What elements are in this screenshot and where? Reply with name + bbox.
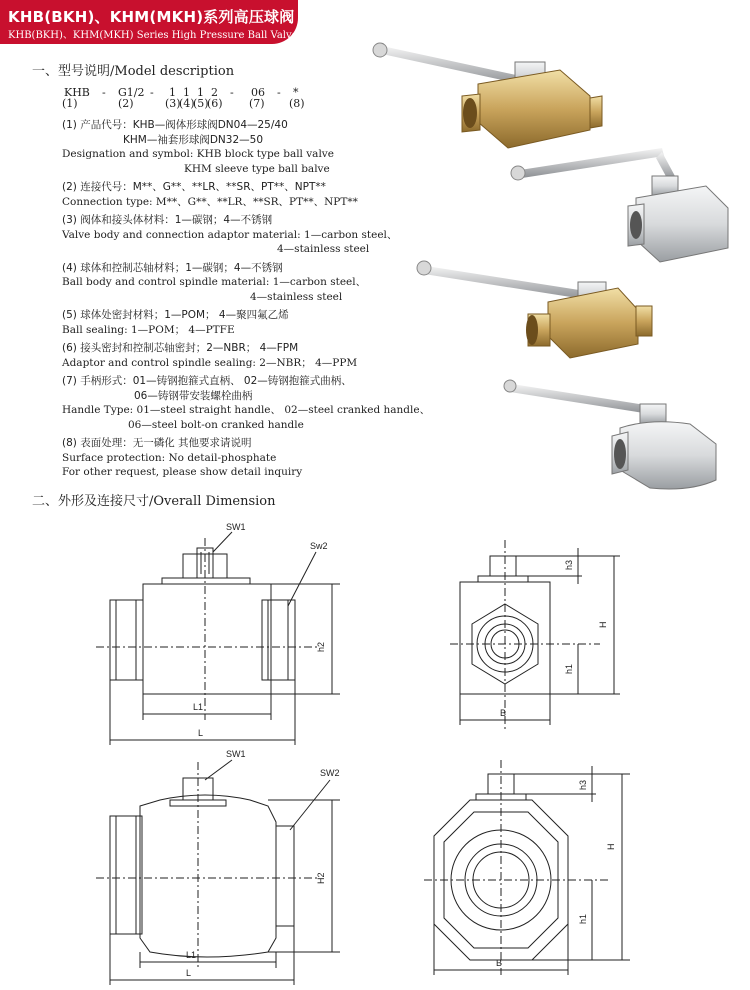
product-photo-brass-adaptor-valve	[417, 261, 652, 358]
label-h2-upper: H2	[316, 872, 326, 884]
label-h1: h1	[564, 663, 574, 674]
description-line: Connection type: M**、G**、**LR、**SR、PT**、NPT**	[62, 195, 358, 208]
product-photo-brass-block-valve	[373, 43, 602, 148]
header-title-zh: KHB(BKH)、KHM(MKH)系列高压球阀	[8, 8, 295, 26]
description-line: (7) 手柄形式：01—铸钢抱箍式直柄、 02—铸钢抱箍式曲柄、	[62, 375, 352, 387]
code-part: -	[230, 86, 234, 99]
code-part: 1	[183, 86, 190, 99]
code-index: (1)	[62, 97, 78, 110]
section-title-model: 一、型号说明/Model description	[32, 64, 235, 79]
code-index: (4)	[179, 97, 195, 110]
description-line: 06—steel bolt-on cranked handle	[128, 418, 304, 431]
label-l: L	[198, 728, 204, 738]
product-photo-steel-block-valve	[511, 148, 728, 262]
code-part: -	[277, 86, 281, 99]
code-index: (3)	[165, 97, 181, 110]
description-line: (4) 球体和控制芯轴材料；1—碳钢；4—不锈钢	[62, 261, 283, 274]
label-sw1: SW1	[226, 749, 246, 759]
label-sw1: SW1	[226, 522, 246, 532]
code-part: -	[102, 86, 106, 99]
description-line: 4—stainless steel	[250, 290, 343, 303]
label-sw2: SW2	[320, 768, 340, 778]
description-line: For other request, please show detail inquiry	[62, 466, 303, 478]
label-h: H	[598, 621, 608, 628]
description-line: Ball sealing: 1—POM； 4—PTFE	[62, 323, 235, 336]
label-h3: h3	[564, 559, 574, 570]
description-line: KHM sleeve type ball balve	[184, 162, 330, 175]
description-line: KHM—袖套形球阀DN32—50	[123, 133, 264, 146]
code-part: G1/2	[118, 86, 145, 99]
description-line: 4—stainless steel	[277, 243, 370, 255]
description-line: (2) 连接代号：M**、G**、**LR、**SR、PT**、NPT**	[62, 181, 326, 193]
product-photo-steel-sleeve-valve	[504, 380, 716, 489]
label-l: L	[186, 968, 192, 978]
code-index: (6)	[207, 97, 223, 110]
description-line: (1) 产品代号：KHB—阀体形球阀DN04—25/40	[62, 119, 288, 131]
label-h2: h2	[316, 641, 326, 652]
code-part: *	[293, 86, 299, 99]
label-sw2: Sw2	[310, 541, 328, 551]
description-line: (6) 接头密封和控制芯轴密封；2—NBR； 4—FPM	[62, 342, 299, 354]
code-index: (7)	[249, 97, 265, 110]
code-part: 06	[251, 86, 265, 99]
description-line: (5) 球体处密封材料；1—POM； 4—聚四氟乙烯	[62, 309, 289, 321]
drawing-front-view-block	[450, 540, 620, 730]
drawing-side-view-sleeve	[96, 760, 340, 985]
label-h: H	[606, 843, 616, 850]
code-part: 1	[197, 86, 204, 99]
description-line: 06—铸钢带安装螺栓曲柄	[134, 389, 253, 402]
drawing-front-view-sleeve	[424, 760, 630, 975]
label-h1: h1	[578, 913, 588, 924]
description-line: Adaptor and control spindle sealing: 2—NBR； 4—PPM	[62, 356, 358, 369]
code-index: (5)	[193, 97, 209, 110]
code-part: -	[150, 86, 154, 99]
code-index: (2)	[118, 97, 134, 110]
description-line: Handle Type: 01—steel straight handle、 02—steel cranked handle、	[62, 404, 431, 416]
code-part: 1	[169, 86, 176, 99]
header-title-en: KHB(BKH)、KHM(MKH) Series High Pressure Ball Valve	[8, 30, 298, 41]
label-h3: h3	[578, 779, 588, 790]
label-l1: L1	[193, 702, 204, 712]
description-line: Ball body and control spindle material: 1—carbon steel、	[62, 276, 367, 288]
code-index: (8)	[289, 97, 305, 110]
code-part: 2	[211, 86, 218, 99]
description-line: (8) 表面处理：无一磷化 其他要求请说明	[62, 437, 252, 449]
code-part: KHB	[64, 86, 90, 99]
description-line: Designation and symbol: KHB block type ball valve	[62, 148, 334, 160]
drawing-side-view-block	[96, 532, 340, 745]
label-b: B	[496, 958, 503, 968]
label-l1: L1	[186, 950, 197, 960]
description-line: Surface protection: No detail-phosphate	[62, 451, 277, 464]
description-line: Valve body and connection adaptor material: 1—carbon steel、	[62, 228, 398, 241]
section-title-dimension: 二、外形及连接尺寸/Overall Dimension	[32, 494, 276, 509]
label-b: B	[500, 708, 507, 718]
description-line: (3) 阀体和接头体材料：1—碳钢；4—不锈钢	[62, 214, 273, 226]
